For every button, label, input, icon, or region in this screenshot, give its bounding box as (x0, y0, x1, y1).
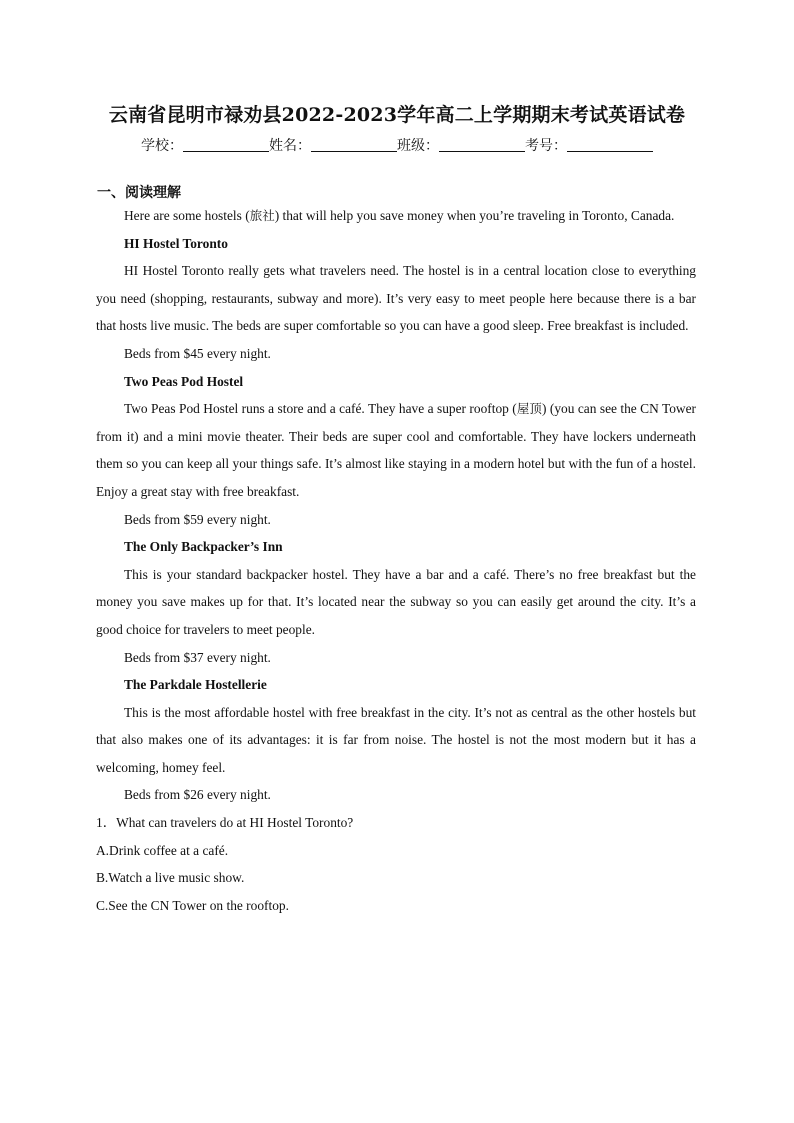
student-info-line (0, 135, 794, 155)
number-label: 考号： (525, 138, 567, 154)
hostel1-price: Beds from $45 every night. (124, 345, 271, 361)
passage-intro: Here are some hostels (旅社) that will help you save money when you’re traveling in Toronto, Canada. (124, 208, 675, 223)
reading-passage (96, 202, 696, 919)
class-blank[interactable] (439, 137, 525, 152)
class-label: 班级： (397, 138, 439, 154)
hostel3-name: The Only Backpacker’s Inn (124, 539, 283, 555)
hostel2-price: Beds from $59 every night. (124, 511, 271, 527)
hostel2-name: Two Peas Pod Hostel (124, 373, 244, 389)
school-label: 学校： (141, 138, 183, 154)
hostel4-description: This is the most affordable hostel with free breakfast in the city. It’s not as central as the other hostels but that also makes one of its advantages: it is far from noise. The hostel is not the most modern but it has a welcoming, homey feel. (96, 704, 696, 775)
section-heading: 一、阅读理解 (97, 185, 181, 201)
name-blank[interactable] (311, 137, 397, 152)
hostel4-price: Beds from $26 every night. (124, 787, 271, 803)
hostel2-description: Two Peas Pod Hostel runs a store and a café. They have a super rooftop (屋顶) (you can see the CN Tower from it) and a mini movie theater. Their beds are super cool and comfortable. They have lockers underneath them so you can keep all your things safe. It’s almost like staying in a modern hotel but with the fun of a hostel. Enjoy a great stay with free breakfast. (96, 401, 696, 499)
question-1-stem: 1．What can travelers do at HI Hostel Toronto? (96, 815, 354, 831)
question-1-option-a[interactable]: A.Drink coffee at a café. (96, 842, 229, 858)
intro-chinese-gloss: 旅社 (249, 208, 275, 223)
question-1-option-b[interactable]: B.Watch a live music show. (96, 870, 245, 886)
hostel1-description: HI Hostel Toronto really gets what travelers need. The hostel is in a central location close to everything you need (shopping, restaurants, subway and more). It’s very easy to meet people here because there is a bar that hosts live music. The beds are super comfortable so you can have a good sleep. Free breakfast is included. (96, 263, 696, 334)
hostel3-price: Beds from $37 every night. (124, 649, 271, 665)
number-blank[interactable] (567, 137, 653, 152)
school-blank[interactable] (183, 137, 269, 152)
hostel4-name: The Parkdale Hostellerie (124, 677, 267, 693)
exam-title: 云南省昆明市禄劝县2022-2023学年高二上学期期末考试英语试卷 (108, 104, 686, 126)
hostel3-description: This is your standard backpacker hostel. They have a bar and a café. There’s no free breakfast but the money you save makes up for that. It’s located near the subway so you can easily get around the city. It’s a good choice for travelers to meet people. (96, 566, 696, 637)
hostel1-name: HI Hostel Toronto (124, 235, 228, 251)
name-label: 姓名： (269, 138, 311, 154)
rooftop-chinese-gloss: 屋顶 (516, 401, 542, 417)
question-1-option-c[interactable]: C.See the CN Tower on the rooftop. (96, 897, 289, 913)
